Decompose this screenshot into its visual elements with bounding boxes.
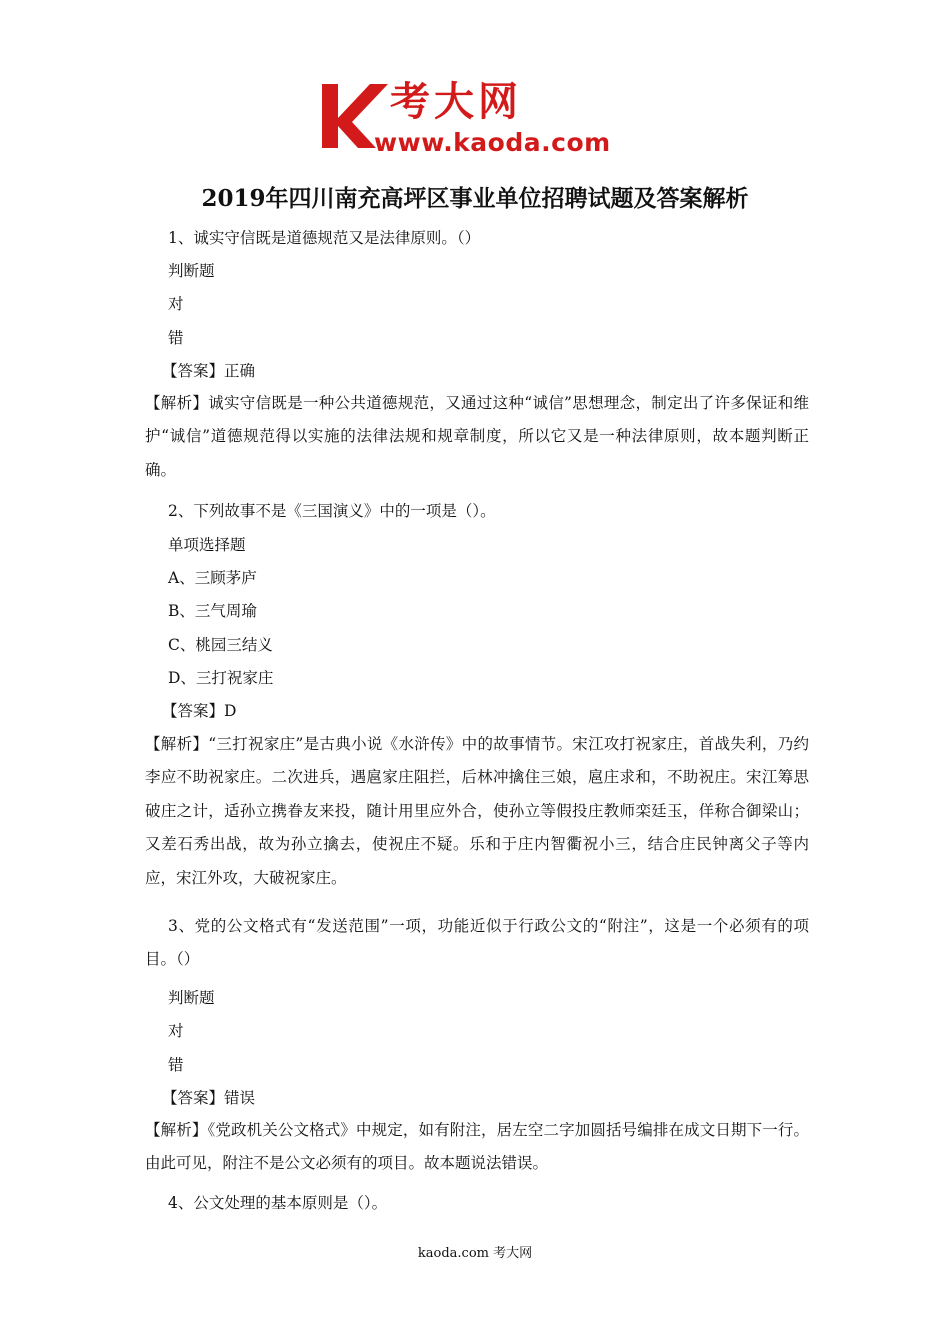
q1-stem: 1、诚实守信既是道德规范又是法律原则。（） bbox=[168, 229, 481, 247]
q3-answer: 【答案】错误 bbox=[162, 1089, 256, 1107]
page-footer: kaoda.com 考大网 bbox=[417, 1246, 533, 1261]
q1-analysis: 【解析】诚实守信既是一种公共道德规范，又通过这种“诚信”思想理念，制定出了许多保证和维护“诚信”道德规范得以实施的法律法规和规章制度，所以它又是一种法律原则，故本题判断正确。 bbox=[145, 394, 809, 479]
q1-option-false: 错 bbox=[168, 329, 184, 347]
q3-stem: 3、党的公文格式有“发送范围”一项，功能近似于行政公文的“附注”，这是一个必须有的项目。（） bbox=[145, 917, 809, 969]
q4-stem: 4、公文处理的基本原则是（）。 bbox=[168, 1194, 388, 1212]
q2-type: 单项选择题 bbox=[168, 536, 246, 554]
q2-answer: 【答案】D bbox=[162, 702, 237, 720]
q3-analysis: 【解析】《党政机关公文格式》中规定，如有附注，居左空二字加圆括号编排在成文日期下一行。由此可见，附注不是公文必须有的项目。故本题说法错误。 bbox=[145, 1121, 809, 1173]
logo-brand-text: 考大网 bbox=[390, 79, 522, 125]
q1-answer: 【答案】正确 bbox=[162, 362, 256, 380]
q2-analysis: 【解析】“三打祝家庄”是古典小说《水浒传》中的故事情节。宋江攻打祝家庄，首战失利，乃约李应不助祝家庄。二次进兵，遇扈家庄阻拦，后林冲擒住三娘，扈庄求和，不助祝庄。宋江筹思破庄之计，适孙立携眷友来投，随计用里应外合，使孙立等假投庄教师栾廷玉，佯称合御梁山；又差石秀出战，故为孙立擒去，使祝庄不疑。乐和于庄内智衢祝小三，结合庄民钟离父子等内应，宋江外攻，大破祝家庄。 bbox=[145, 735, 809, 887]
q2-stem: 2、下列故事不是《三国演义》中的一项是（）。 bbox=[168, 502, 496, 520]
q2-option-d: D、三打祝家庄 bbox=[168, 669, 274, 687]
kaoda-logo bbox=[318, 78, 638, 160]
q1-option-true: 对 bbox=[168, 295, 184, 313]
q3-option-true: 对 bbox=[168, 1022, 184, 1040]
q2-option-a: A、三顾茅庐 bbox=[168, 569, 257, 587]
q2-option-b: B、三气周瑜 bbox=[168, 602, 257, 620]
q3-option-false: 错 bbox=[168, 1056, 184, 1074]
q2-option-c: C、桃园三结义 bbox=[168, 636, 273, 654]
q3-type: 判断题 bbox=[168, 989, 215, 1007]
q1-type: 判断题 bbox=[168, 262, 215, 280]
page-title: 2019年四川南充高坪区事业单位招聘试题及答案解析 bbox=[201, 185, 749, 212]
logo-url-text: www.kaoda.com bbox=[374, 128, 611, 157]
